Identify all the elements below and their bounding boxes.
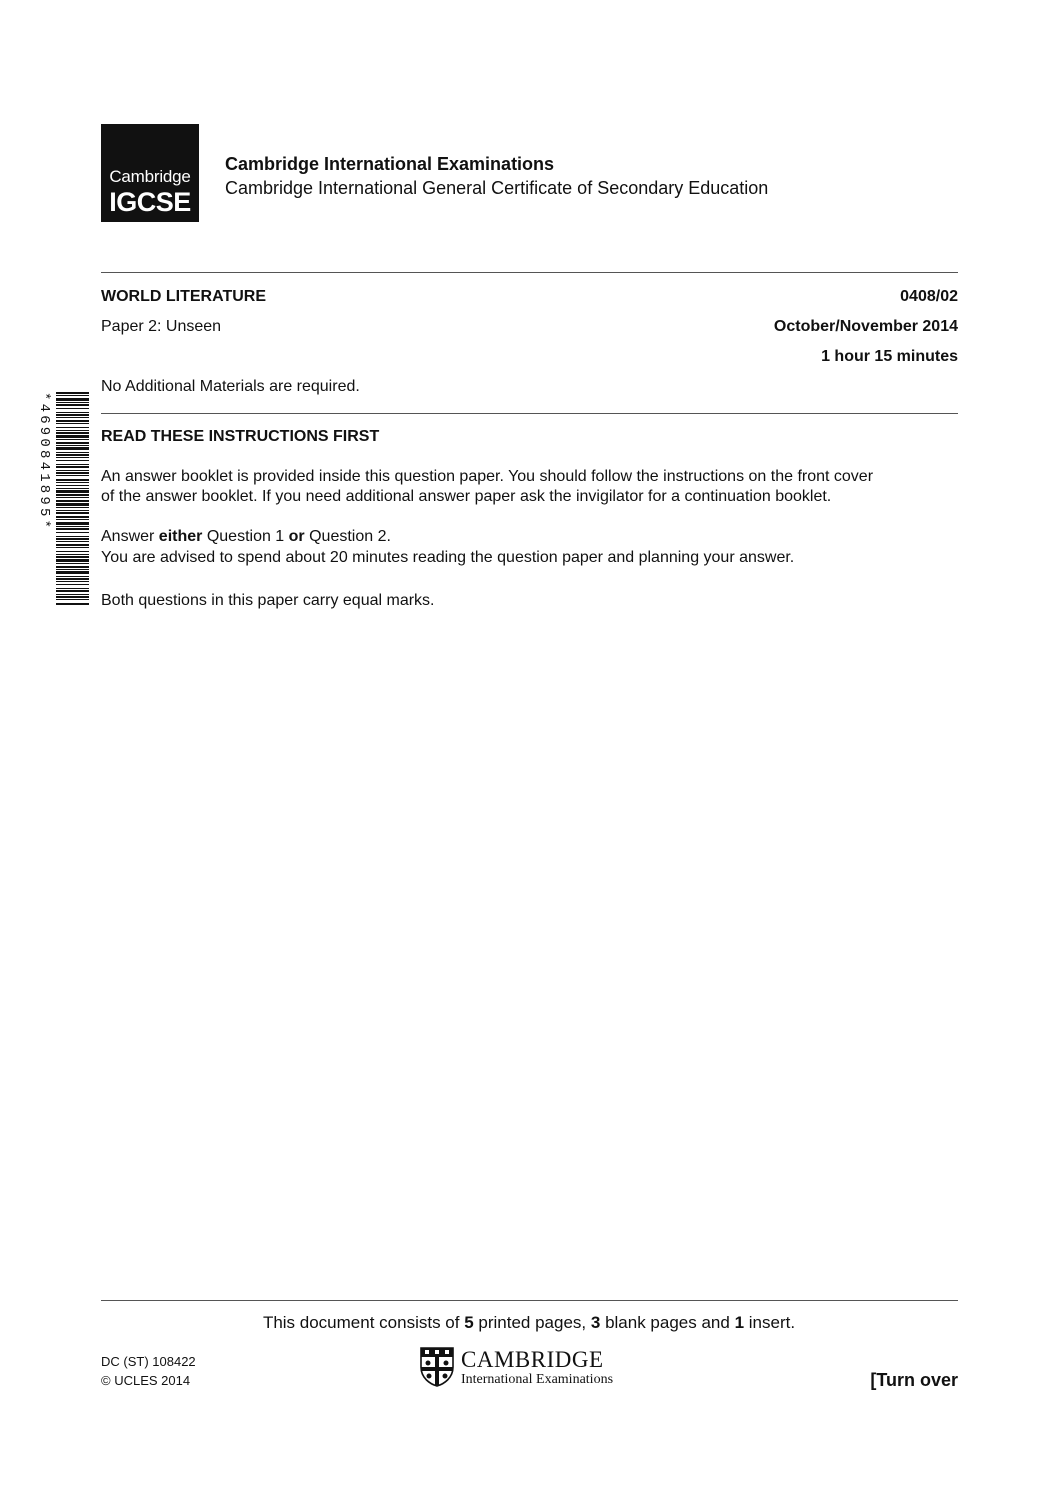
barcode-bar <box>56 571 89 574</box>
barcode-bar <box>56 576 89 577</box>
barcode-bar <box>56 599 89 600</box>
cambridge-shield-icon <box>420 1347 454 1387</box>
barcode-bar <box>56 503 89 506</box>
barcode-bar <box>56 544 89 546</box>
barcode-bar <box>56 581 89 582</box>
exam-session: October/November 2014 <box>773 318 958 335</box>
barcode-bar <box>56 432 89 434</box>
barcode-bar <box>56 584 89 585</box>
barcode-bar <box>56 408 89 409</box>
barcode-bar <box>56 439 89 440</box>
blank-label: blank pages and <box>600 1313 735 1332</box>
copyright: © UCLES 2014 <box>101 1373 191 1388</box>
subject-title: WORLD LITERATURE <box>101 288 267 305</box>
barcode-bar <box>56 435 89 438</box>
instructions-para1-line1: An answer booklet is provided inside this question paper. You should follow the instructions on the front cover <box>101 468 874 485</box>
barcode-bar <box>56 488 89 489</box>
barcode-bar <box>56 392 89 394</box>
barcode-text: *4690841895* <box>36 392 52 532</box>
barcode-bar <box>56 594 89 595</box>
footer-divider <box>101 1300 958 1301</box>
barcode-bar <box>56 559 89 562</box>
barcode-bar <box>56 522 89 525</box>
printed-pages-count: 5 <box>464 1313 474 1332</box>
barcode-bar <box>56 510 89 511</box>
cambridge-wordmark-sub: International Examinations <box>461 1372 614 1387</box>
barcode-bar <box>56 507 89 508</box>
dc-code: DC (ST) 108422 <box>101 1354 196 1369</box>
barcode-bar <box>56 466 89 468</box>
cambridge-footer-logo <box>420 1347 640 1389</box>
answer-either: either <box>158 528 203 545</box>
barcode-bar <box>56 454 89 456</box>
barcode-bar <box>56 417 89 418</box>
barcode-bar <box>56 402 89 403</box>
instructions-divider <box>101 413 958 414</box>
barcode-bar <box>56 590 89 592</box>
barcode-bar <box>56 423 89 424</box>
barcode-bar <box>56 512 89 514</box>
barcode-bar <box>56 494 89 496</box>
answer-instruction <box>101 527 391 547</box>
barcode-bar <box>56 398 89 401</box>
barcode-bar <box>56 420 89 422</box>
barcode-bar <box>56 470 89 471</box>
consists-prefix: This document consists of <box>262 1313 465 1332</box>
barcode-bar <box>56 485 89 486</box>
barcode-graphic <box>33 392 89 605</box>
barcode-bar <box>56 516 89 518</box>
exam-duration: 1 hour 15 minutes <box>821 348 958 365</box>
barcode-bar <box>56 452 89 453</box>
barcode-bar <box>56 541 89 542</box>
barcode-bar <box>56 528 89 530</box>
barcode-bar <box>56 460 89 461</box>
instructions-para1-line2: of the answer booklet. If you need additional answer paper ask the invigilator for a continuation booklet. <box>101 488 832 505</box>
answer-prefix: Answer <box>101 528 159 545</box>
barcode-bar <box>56 536 89 537</box>
barcode-bar <box>56 430 89 431</box>
barcode-bar <box>56 532 89 533</box>
barcode-bar <box>56 464 89 465</box>
materials-note: No Additional Materials are required. <box>101 378 360 395</box>
page-count-line <box>0 1313 1058 1333</box>
barcode-bar <box>56 447 89 450</box>
barcode-bar <box>56 596 89 598</box>
marks-note: Both questions in this paper carry equal marks. <box>101 592 435 609</box>
cambridge-wordmark: CAMBRIDGE <box>461 1347 604 1372</box>
barcode-bar <box>56 538 89 540</box>
org-title: Cambridge International Examinations <box>225 154 555 174</box>
barcode-bar <box>56 482 89 483</box>
barcode-bar <box>56 500 89 502</box>
barcode-bar <box>56 475 89 476</box>
barcode-bar <box>56 414 89 416</box>
barcode-bar <box>56 603 89 605</box>
answer-mid: Question 1 <box>202 528 289 545</box>
insert-label: insert. <box>744 1313 796 1332</box>
barcode-bar <box>56 563 89 564</box>
barcode-bar <box>56 395 89 396</box>
barcode-bar <box>56 479 89 481</box>
instructions-heading: READ THESE INSTRUCTIONS FIRST <box>101 428 380 445</box>
barcode-bar <box>56 445 89 446</box>
turn-over: [Turn over <box>870 1370 958 1390</box>
org-subtitle: Cambridge International General Certificate of Secondary Education <box>225 178 769 198</box>
barcode-bar <box>56 569 89 570</box>
barcode-bar <box>56 427 89 428</box>
cambridge-igcse-logo <box>101 124 199 222</box>
paper-code: 0408/02 <box>900 288 958 305</box>
barcode-bar <box>56 566 89 568</box>
barcode <box>33 392 89 605</box>
printed-label: printed pages, <box>473 1313 591 1332</box>
barcode-bar <box>56 578 89 580</box>
barcode-bar <box>56 412 89 413</box>
barcode-bar <box>56 551 89 552</box>
barcode-bar <box>56 490 89 493</box>
insert-count: 1 <box>734 1313 745 1332</box>
barcode-bar <box>56 497 89 498</box>
barcode-bar <box>56 556 89 558</box>
barcode-bar <box>56 519 89 520</box>
barcode-bar <box>56 457 89 458</box>
barcode-bar <box>56 472 89 474</box>
paper-name: Paper 2: Unseen <box>101 318 222 335</box>
barcode-bar <box>56 588 89 589</box>
time-advice: You are advised to spend about 20 minutes reading the question paper and planning your answer. <box>101 549 795 566</box>
barcode-bar <box>56 554 89 555</box>
barcode-bar <box>56 442 89 444</box>
barcode-bar <box>56 526 89 527</box>
barcode-bar <box>56 404 89 406</box>
logo-big-text: IGCSE <box>109 187 191 217</box>
answer-or: or <box>288 528 305 545</box>
header-divider <box>101 272 958 273</box>
barcode-bar <box>56 547 89 548</box>
blank-pages-count: 3 <box>590 1313 601 1332</box>
answer-suffix: Question 2. <box>304 528 391 545</box>
logo-small-text: Cambridge <box>109 167 191 186</box>
